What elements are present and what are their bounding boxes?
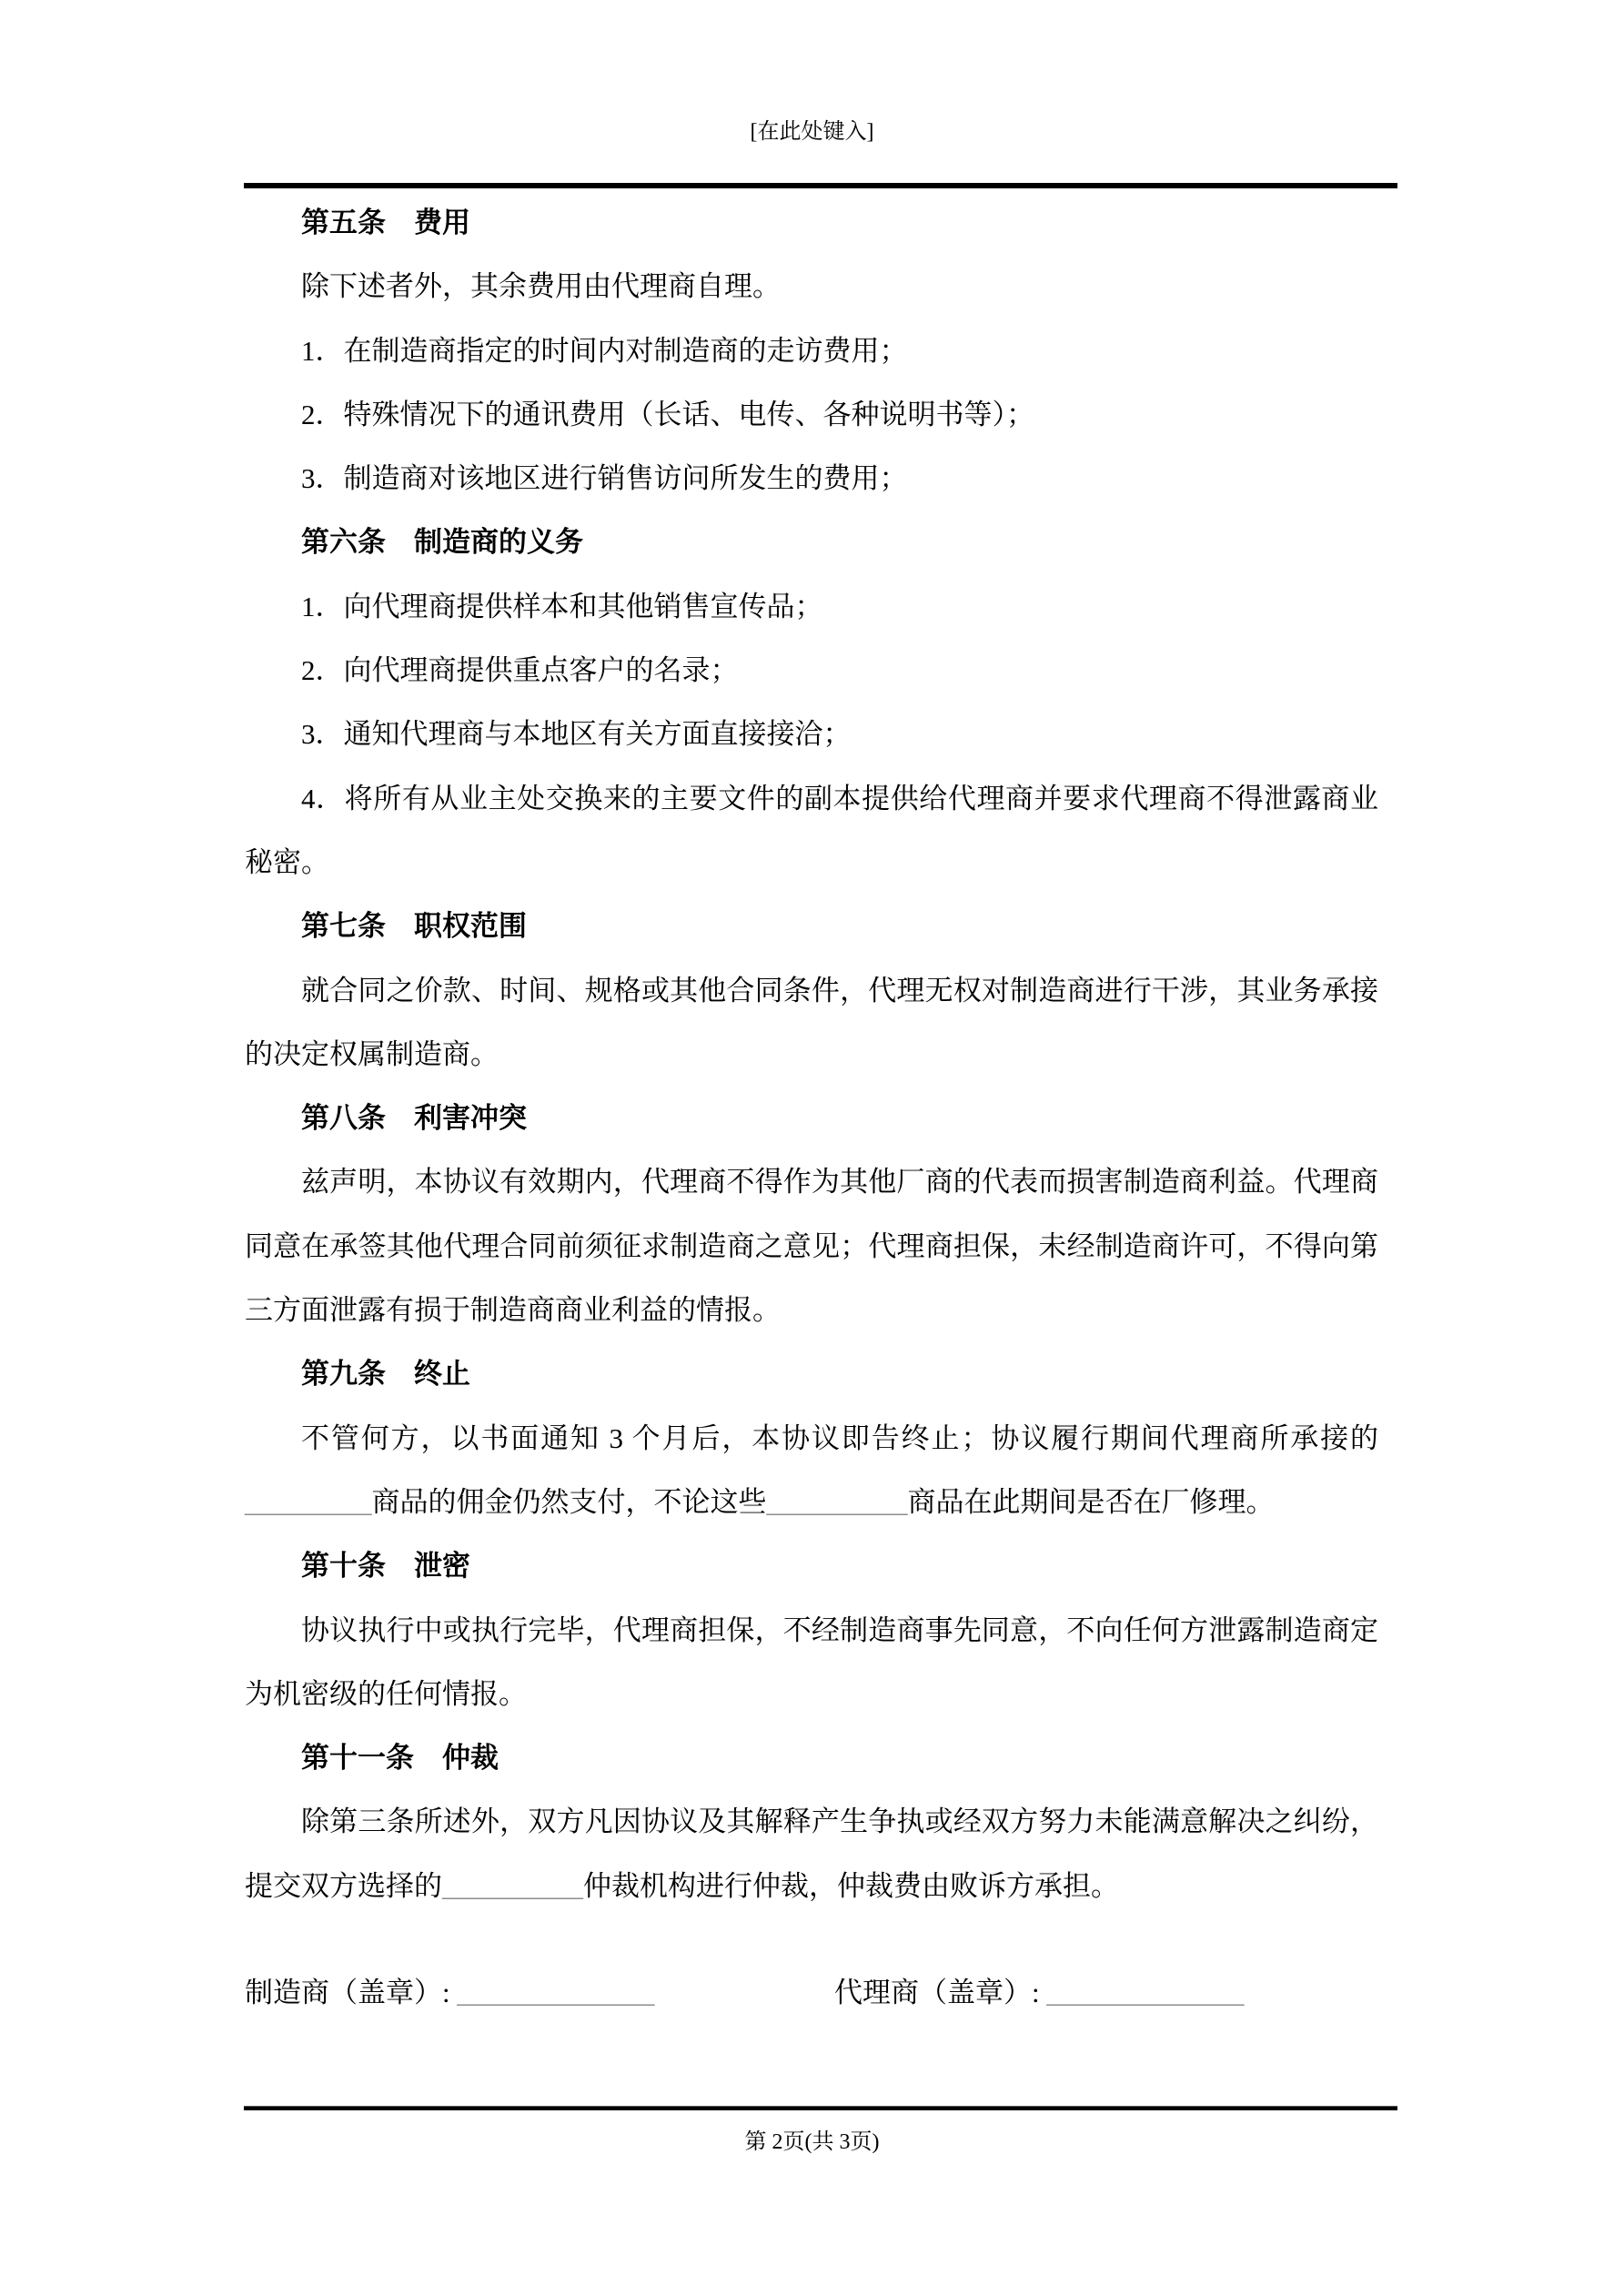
fill-in-blank: ______________ (457, 1977, 655, 2009)
header-placeholder-text: [在此处键入] (750, 120, 874, 144)
paragraph: 兹声明，本协议有效期内，代理商不得作为其他厂商的代表而损害制造商利益。代理商同意在承签其他代理合同前须征求制造商之意见；代理商担保，未经制造商许可，不得向第三方面泄露有损于制造商商业利益的情报。 (245, 1166, 1378, 1327)
paragraph: 就合同之价款、时间、规格或其他合同条件，代理无权对制造商进行干涉，其业务承接的决定权属制造商。 (245, 974, 1378, 1070)
paragraph: 除第三条所述外，双方凡因协议及其解释产生争执或经双方努力未能满意解决之纠纷，提交双方选择的__________仲裁机构进行仲裁，仲裁费由败诉方承担。 (245, 1805, 1378, 1902)
paragraph: 不管何方，以书面通知 3 个月后，本协议即告终止；协议履行期间代理商所承接的_________商品的佣金仍然支付，不论这些__________商品在此期间是否在厂修理。 (245, 1421, 1378, 1518)
article-heading: 第七条 职权范围 (301, 910, 527, 943)
list-item: 1．在制造商指定的时间内对制造商的走访费用； (301, 334, 908, 367)
document-body (245, 191, 1378, 2025)
list-item: 2．特殊情况下的通讯费用（长话、电传、各种说明书等）； (301, 398, 1034, 430)
fill-in-blank: __________ (442, 1869, 583, 1902)
footer-rule (244, 2106, 1397, 2110)
paragraph: 协议执行中或执行完毕，代理商担保，不经制造商事先同意，不向任何方泄露制造商定为机密级的任何情报。 (245, 1613, 1378, 1710)
agent-seal-label: 代理商（盖章）: ______________ (834, 1977, 1245, 2009)
list-item: 3．通知代理商与本地区有关方面直接接洽； (301, 718, 852, 751)
article-heading: 第五条 费用 (301, 207, 470, 238)
list-item: 3．制造商对该地区进行销售访问所发生的费用； (301, 462, 908, 495)
header-rule (244, 183, 1397, 188)
list-item: 1．向代理商提供样本和其他销售宣传品； (301, 590, 823, 622)
fill-in-blank: __________ (766, 1485, 908, 1518)
fill-in-blank: ______________ (1046, 1977, 1245, 2009)
signature-row (245, 1961, 1378, 2025)
article-heading: 第六条 制造商的义务 (301, 526, 583, 559)
fill-in-blank: _________ (245, 1485, 372, 1518)
manufacturer-seal-label: 制造商（盖章）: ______________ (245, 1977, 655, 2009)
article-heading: 第八条 利害冲突 (301, 1102, 527, 1135)
paragraph: 除下述者外，其余费用由代理商自理。 (301, 270, 781, 303)
article-heading: 第十一条 仲裁 (301, 1742, 499, 1775)
list-item: 4．将所有从业主处交换来的主要文件的副本提供给代理商并要求代理商不得泄露商业秘密。 (245, 782, 1378, 878)
list-item: 2．向代理商提供重点客户的名录； (301, 654, 739, 687)
article-heading: 第九条 终止 (301, 1358, 470, 1391)
page-number: 第 2页(共 3页) (744, 2130, 880, 2154)
article-heading: 第十条 泄密 (301, 1550, 470, 1583)
